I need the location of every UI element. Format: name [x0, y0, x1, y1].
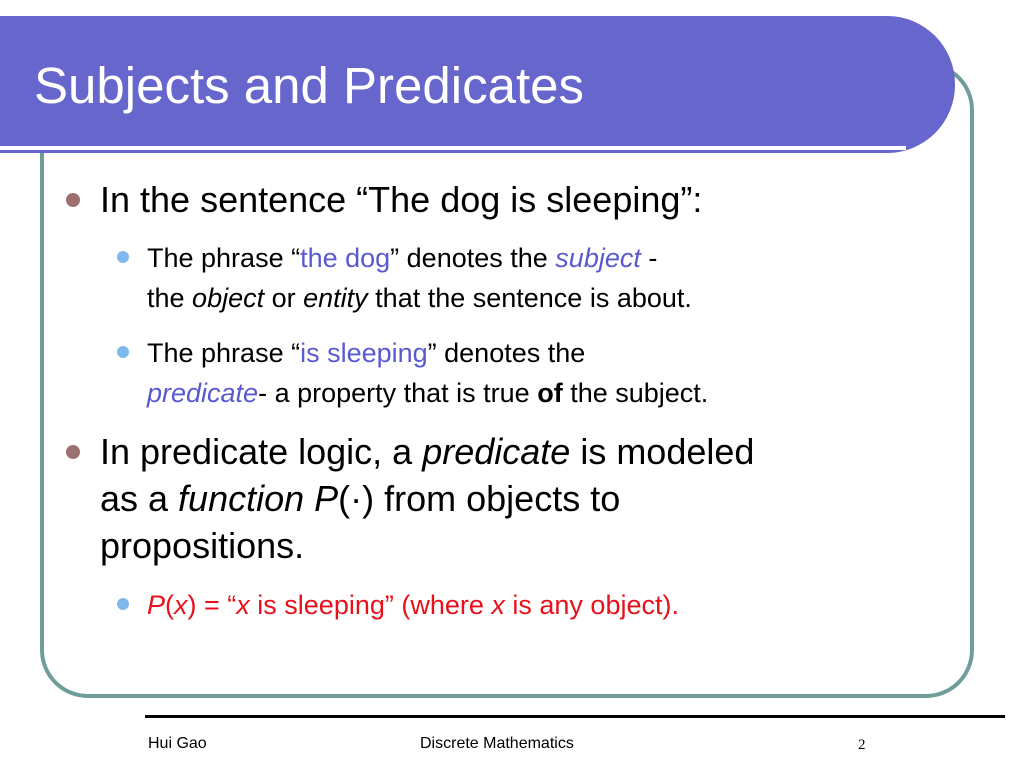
term-entity: entity — [303, 283, 368, 313]
title-bar — [0, 16, 955, 153]
sub-bullet-1-2-line-1 — [147, 333, 708, 373]
text-segment: the subject. — [562, 378, 709, 408]
bullet-2-line-1 — [100, 428, 754, 475]
highlight-subject-phrase: the dog — [300, 243, 391, 273]
sub-bullet-dot-icon — [117, 598, 129, 610]
text-segment: In predicate logic, a — [100, 431, 423, 472]
footer-page-number: 2 — [858, 737, 866, 753]
text-segment — [304, 478, 314, 519]
text-segment: ” denotes the — [390, 243, 556, 273]
text-segment: the — [147, 283, 193, 313]
sub-bullet-1-1-line-2 — [147, 278, 692, 318]
text-segment: or — [264, 283, 304, 313]
sub-bullet-1-2 — [147, 333, 708, 413]
term-predicate: predicate — [147, 378, 259, 408]
footer-divider — [145, 715, 1005, 718]
term-p: P — [314, 478, 339, 519]
sub-bullet-dot-icon — [117, 251, 129, 263]
slide-title: Subjects and Predicates — [34, 57, 584, 114]
term-subject: subject — [555, 243, 641, 273]
text-segment: ” denotes the — [427, 338, 586, 368]
text-segment: is modeled — [570, 431, 755, 472]
bullet-2-line-2 — [100, 475, 754, 522]
text-segment: - a property that is true — [258, 378, 538, 408]
term-function: function — [178, 478, 305, 519]
footer-course: Discrete Mathematics — [420, 735, 574, 752]
sub-bullet-2-1-line-1 — [147, 585, 679, 625]
highlight-predicate-phrase: is sleeping — [300, 338, 428, 368]
text-segment: propositions. — [100, 525, 305, 566]
term-object: object — [192, 283, 265, 313]
term-x: x — [236, 590, 250, 620]
text-segment: as a — [100, 478, 179, 519]
bold-of: of — [537, 378, 563, 408]
sub-bullet-1-1-line-1 — [147, 238, 692, 278]
text-segment: - — [640, 243, 658, 273]
text-segment: (·) from objects to — [338, 478, 621, 519]
text-segment: that the sentence is about. — [367, 283, 692, 313]
text-segment: is any object). — [504, 590, 679, 620]
bullet-dot-icon — [66, 445, 80, 459]
bullet-2-line-3 — [100, 522, 754, 569]
bullet-2 — [100, 428, 754, 569]
bullet-1-text: In the sentence “The dog is sleeping”: — [100, 179, 703, 220]
text-segment: ) = “ — [187, 590, 237, 620]
bullet-dot-icon — [66, 193, 80, 207]
term-x: x — [174, 590, 188, 620]
text-segment: The phrase “ — [147, 338, 301, 368]
footer-author: Hui Gao — [148, 735, 207, 752]
sub-bullet-1-2-line-2 — [147, 373, 708, 413]
text-segment: The phrase “ — [147, 243, 301, 273]
sub-bullet-1-1 — [147, 238, 692, 318]
text-segment: ( — [165, 590, 175, 620]
term-x: x — [491, 590, 505, 620]
bullet-1 — [100, 176, 702, 223]
term-predicate: predicate — [422, 431, 571, 472]
sub-bullet-dot-icon — [117, 346, 129, 358]
title-underline — [0, 146, 906, 150]
text-segment: is sleeping” (where — [249, 590, 492, 620]
term-p: P — [147, 590, 166, 620]
sub-bullet-2-1 — [147, 585, 679, 625]
